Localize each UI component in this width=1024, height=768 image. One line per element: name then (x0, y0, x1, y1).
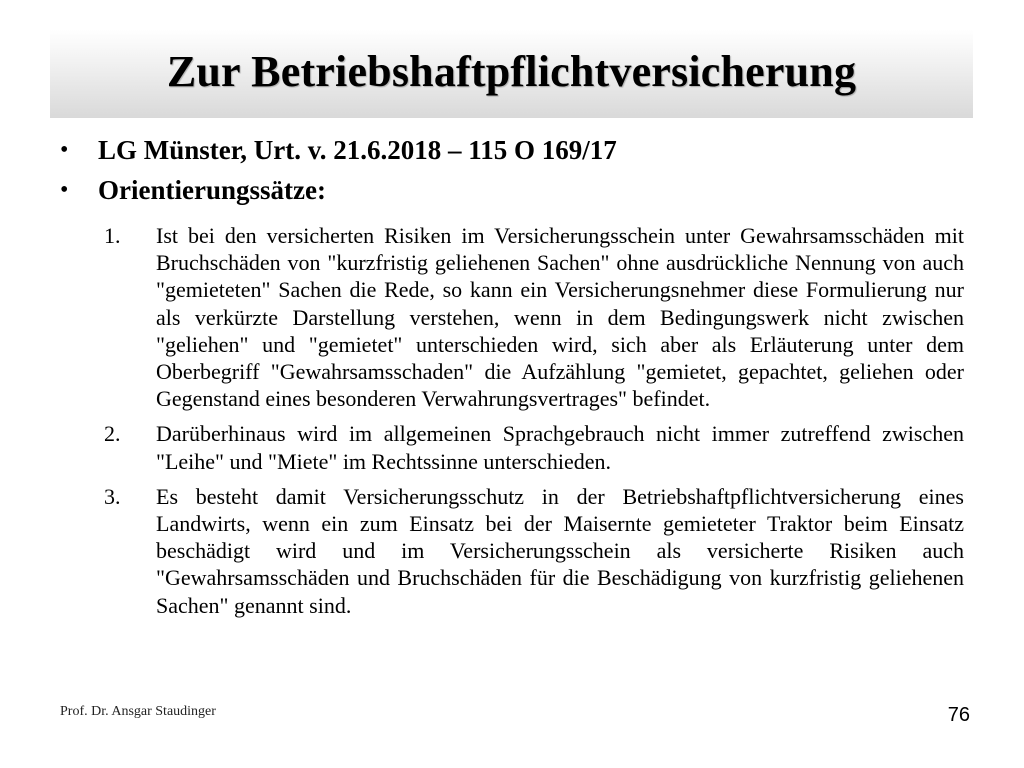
footer-author: Prof. Dr. Ansgar Staudinger (60, 704, 216, 719)
list-item-text: Ist bei den versicherten Risiken im Versicherungsschein unter Gewahrsamsschäden mit Bruchschäden von "kurzfristig geliehenen Sachen" ohne ausdrückliche Nennung von auch "gemieteten" Sachen die Rede, so kann ein Versicherungsnehmer diese Formulierung nur als verkürzte Darstellung verstehen, wenn in dem Bedingungswerk nicht zwischen "geliehen" und "gemietet" unterschieden wird, sich aber als Erläuterung unter dem Oberbegriff "Gewahrsamsschaden" die Aufzählung "gemietet, gepachtet, geliehen oder Gegenstand eines besonderen Verwahrungsvertrages" befindet. (156, 223, 964, 412)
bullet-icon: • (60, 177, 69, 203)
list-item-text: Es besteht damit Versicherungsschutz in der Betriebshaftpflichtversicherung eines Landwirts, wenn ein zum Einsatz bei der Maisernte gemieteter Traktor beim Einsatz beschädigt wird und im Versicherungsschein als versicherte Risiken auch "Gewahrsamsschäden und Bruchschäden für die Beschädigung von kurzfristig geliehenen Sachen" genannt sind. (156, 483, 964, 618)
list-item (100, 483, 964, 619)
list-item (100, 222, 964, 412)
numbered-list (100, 222, 964, 627)
list-item (100, 420, 964, 474)
bullet-text: Orientierungssätze: (98, 175, 326, 205)
slide-title: Zur Betriebshaftpflichtversicherung (166, 46, 857, 96)
bullet-icon: • (60, 137, 69, 163)
bullet-item-citation (58, 130, 964, 170)
list-item-text: Darüberhinaus wird im allgemeinen Sprachgebrauch nicht immer zutreffend zwischen "Leihe" und "Miete" im Rechtssinne unterschieden. (156, 421, 964, 474)
bullet-list (58, 130, 964, 210)
page-number: 76 (947, 704, 970, 726)
bullet-text: LG Münster, Urt. v. 21.6.2018 – 115 O 169/17 (98, 135, 617, 165)
bullet-item-headnotes (58, 170, 964, 210)
list-item-number: 1. (104, 223, 121, 248)
title-bar (50, 30, 973, 118)
list-item-number: 2. (104, 421, 121, 447)
list-item-number: 3. (104, 483, 121, 509)
